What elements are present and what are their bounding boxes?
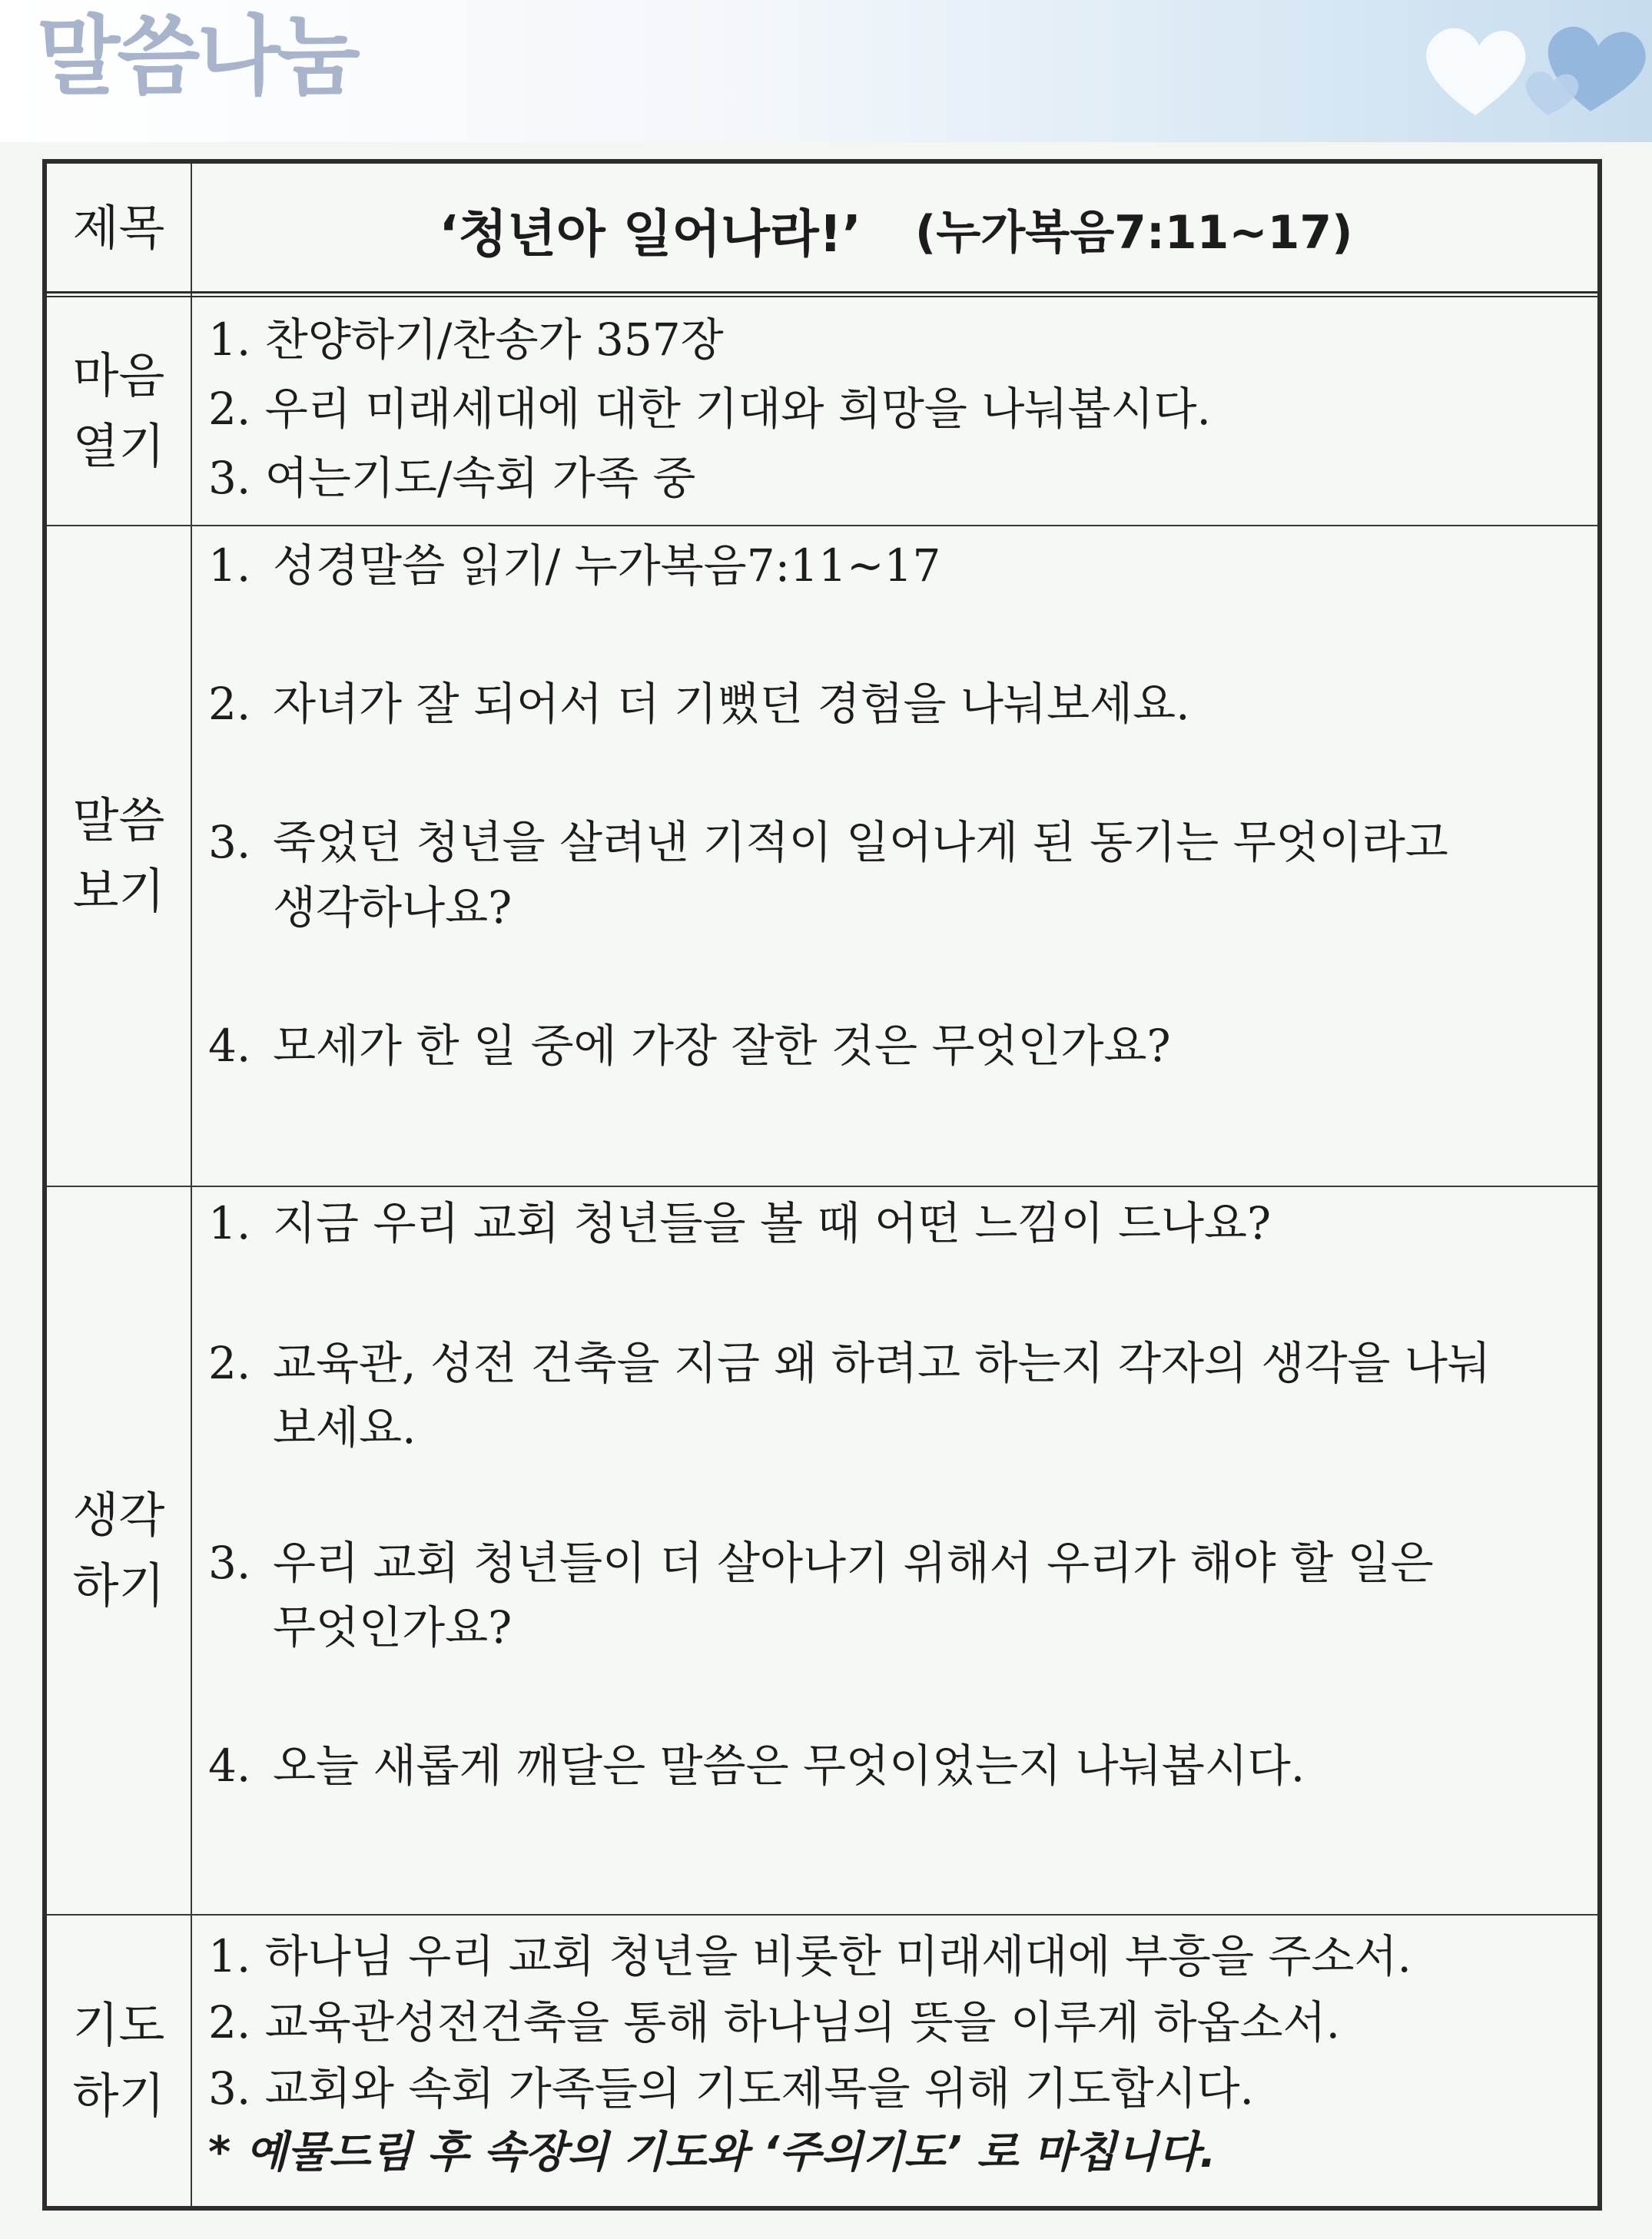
list-item: 2. 우리 미래세대에 대한 기대와 희망을 나눠봅시다.: [208, 383, 1211, 435]
reflection-label-line2: 하기: [72, 1557, 165, 1614]
item-text: 우리 교회 청년들이 더 살아나기 위해서 우리가 해야 할 일은: [273, 1537, 1434, 1589]
list-item: [208, 1332, 1491, 1395]
item-text: 모세가 한 일 중에 가장 잘한 것은 무엇인가요?: [273, 1020, 1171, 1072]
list-item: 2. 교육관성전건축을 통해 하나님의 뜻을 이루게 하옵소서.: [208, 1996, 1341, 2048]
list-item: 1. 하나님 우리 교회 청년을 비롯한 미래세대에 부흥을 주소서.: [208, 1930, 1411, 1982]
list-item: [208, 1014, 1171, 1077]
list-item: [208, 672, 1190, 735]
title-row-content: [208, 164, 1584, 293]
item-number: 3.: [208, 1537, 251, 1589]
title-row-label: [47, 164, 191, 293]
item-number: 2.: [208, 1337, 251, 1389]
page-title: 말씀나눔: [37, 7, 357, 107]
item-text: 자녀가 잘 되어서 더 기뻤던 경험을 나눠보세요.: [273, 678, 1190, 730]
reflection-label: [47, 1187, 191, 1914]
item-number: 3.: [208, 816, 251, 868]
item-number: 2.: [208, 678, 251, 730]
hearts-decoration-icon: [1383, 0, 1652, 142]
prayer-label-line1: 기도: [72, 1997, 165, 2053]
list-item-continued: [208, 1396, 416, 1459]
word-study-content: [208, 526, 1584, 1186]
list-item-continued: [208, 1596, 512, 1659]
item-number: 1.: [208, 539, 251, 592]
item-number: 4.: [208, 1740, 251, 1792]
column-divider: [191, 164, 192, 2206]
item-text: 오늘 새롭게 깨달은 말씀은 무엇이었는지 나눠봅시다.: [273, 1740, 1305, 1792]
lesson-main-title: ‘청년아 일어나라!’: [439, 204, 861, 264]
sharing-table: [42, 159, 1602, 2211]
open-heart-label-line1: 마음: [72, 347, 165, 403]
word-study-label: [47, 526, 191, 1186]
list-item: [208, 811, 1448, 874]
list-item: 1. 찬양하기/찬송가 357장: [208, 313, 724, 366]
title-label-text: 제목: [72, 200, 165, 256]
header-banner: [0, 0, 1652, 142]
item-text-continued: 무엇인가요?: [273, 1601, 513, 1654]
word-study-label-line2: 보기: [72, 863, 165, 919]
item-number: 4.: [208, 1020, 251, 1072]
reflection-label-line1: 생각: [72, 1487, 165, 1543]
lesson-title: [208, 164, 1584, 294]
item-number: 1.: [208, 1197, 251, 1249]
item-text-continued: 보세요.: [273, 1401, 416, 1454]
closing-note: * 예물드림 후 속장의 기도와 ‘주의기도’ 로 마칩니다.: [208, 2128, 1216, 2178]
lesson-scripture-ref: (누가복음7:11~17): [914, 206, 1353, 260]
open-heart-content: [208, 297, 1584, 525]
list-item: 3. 교회와 속회 가족들의 기도제목을 위해 기도합시다.: [208, 2062, 1254, 2115]
prayer-label-line2: 하기: [72, 2068, 165, 2124]
item-text-continued: 생각하나요?: [273, 881, 513, 934]
item-text: 교육관, 성전 건축을 지금 왜 하려고 하는지 각자의 생각을 나눠: [273, 1337, 1491, 1389]
word-study-label-line1: 말씀: [72, 792, 165, 848]
list-item: [208, 1192, 1271, 1255]
list-item: [208, 1531, 1434, 1594]
item-text: 죽었던 청년을 살려낸 기적이 일어나게 된 동기는 무엇이라고: [273, 816, 1448, 868]
list-item: 3. 여는기도/속회 가족 중: [208, 452, 696, 504]
list-item: [208, 1734, 1305, 1797]
open-heart-label-line2: 열기: [72, 418, 165, 474]
item-text: 성경말씀 읽기/ 누가복음7:11~17: [273, 539, 941, 592]
list-item: [208, 534, 940, 597]
item-text: 지금 우리 교회 청년들을 볼 때 어떤 느낌이 드나요?: [273, 1197, 1272, 1249]
reflection-content: [208, 1187, 1584, 1914]
header-separator: [47, 291, 1597, 297]
open-heart-label: [47, 297, 191, 525]
prayer-label: [47, 1916, 191, 2206]
list-item-continued: [208, 876, 512, 939]
prayer-content: [208, 1916, 1584, 2206]
